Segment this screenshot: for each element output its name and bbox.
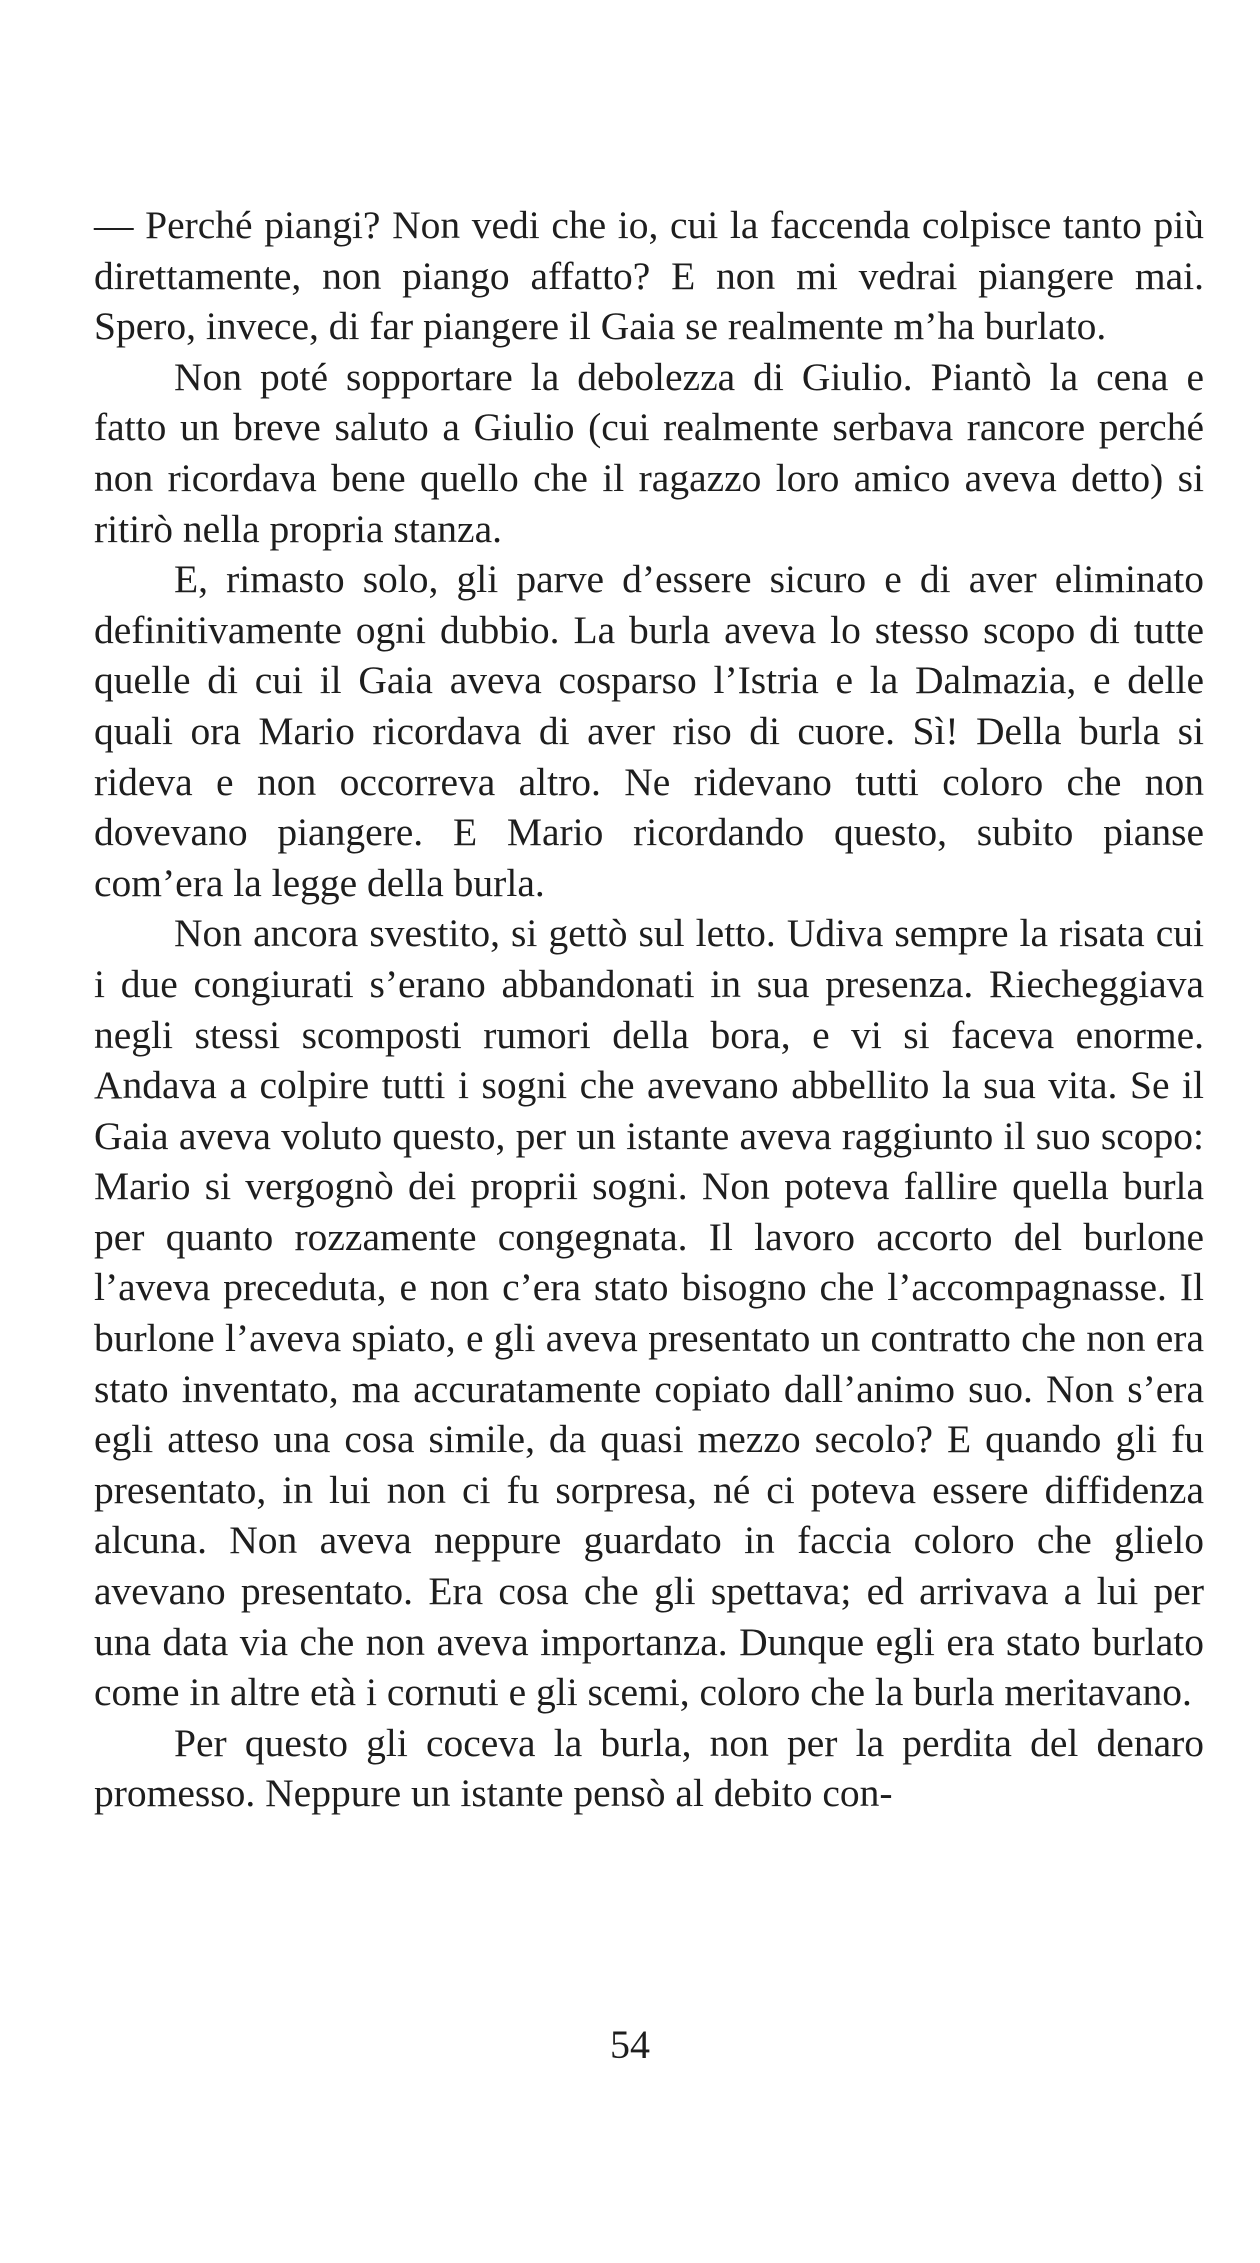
paragraph-2: Non poté sopportare la debolezza di Giulio. Piantò la cena e fatto un breve saluto a Giulio (cui realmente serbava rancore perché non ricordava bene quello che il ragazzo loro amico aveva detto) si ritirò nella propria stanza. [94, 354, 1204, 551]
body-text [94, 200, 1204, 1819]
paragraph-5: Per questo gli coceva la burla, non per la perdita del denaro promesso. Neppure un istante pensò al debito con- [94, 1720, 1204, 1816]
paragraph-1: — Perché piangi? Non vedi che io, cui la faccenda colpisce tanto più direttamente, non piango affatto? E non mi vedrai piangere mai. Spero, invece, di far piangere il Gaia se realmente m’ha burlato. [94, 203, 1204, 349]
page-number: 54 [610, 2022, 650, 2067]
paragraph-4: Non ancora svestito, si gettò sul letto. Udiva sempre la risata cui i due congiurati s’erano abbandonati in sua presenza. Riecheggiava negli stessi scomposti rumori della bora, e vi si faceva enorme. Andava a colpire tutti i sogni che avevano abbellito la sua vita. Se il Gaia aveva voluto questo, per un istante aveva raggiunto il suo scopo: Mario si vergognò dei proprii sogni. Non poteva fallire quella burla per quanto rozzamente congegnata. Il lavoro accorto del burlone l’aveva preceduta, e non c’era stato bisogno che l’accompagnasse. Il burlone l’aveva spiato, e gli aveva presentato un contratto che non era stato inventato, ma accuratamente copiato dall’animo suo. Non s’era egli atteso una cosa simile, da quasi mezzo secolo? E quando gli fu presentato, in lui non ci fu sorpresa, né ci poteva essere diffidenza alcuna. Non aveva neppure guardato in faccia coloro che glielo avevano presentato. Era cosa che gli spettava; ed arrivava a lui per una data via che non aveva importanza. Dunque egli era stato burlato come in altre età i cornuti e gli scemi, coloro che la burla meritavano. [94, 911, 1204, 1715]
paragraph-3: E, rimasto solo, gli parve d’essere sicuro e di aver eliminato definitivamente ogni dubbio. La burla aveva lo stesso scopo di tutte quelle di cui il Gaia aveva cosparso l’Istria e la Dalmazia, e delle quali ora Mario ricordava di aver riso di cuore. Sì! Della burla si rideva e non occorreva altro. Ne ridevano tutti coloro che non dovevano piangere. E Mario ricordando questo, subito pianse com’era la legge della burla. [94, 557, 1204, 905]
